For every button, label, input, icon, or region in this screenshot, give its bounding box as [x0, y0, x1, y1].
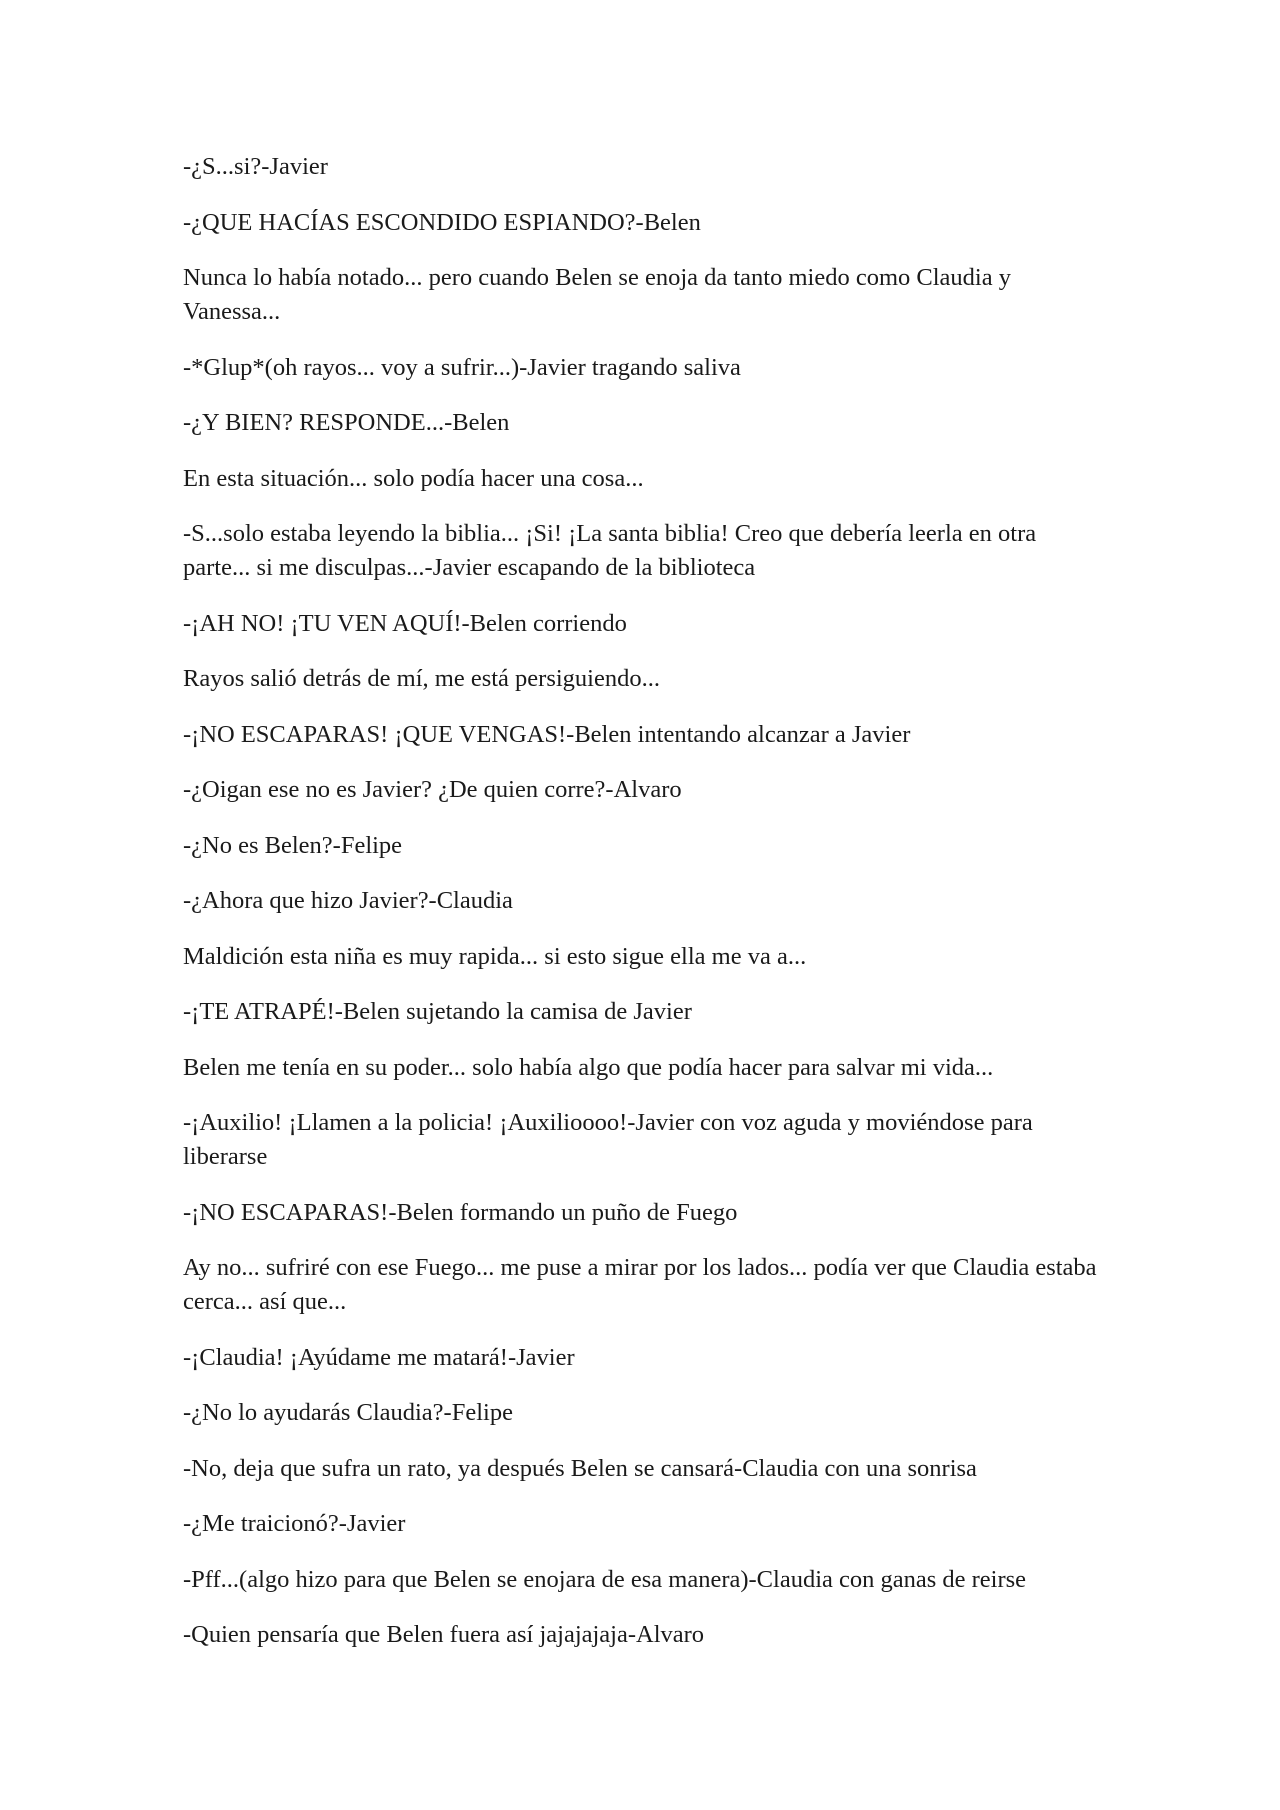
- paragraph: -¡NO ESCAPARAS!-Belen formando un puño de Fuego: [183, 1198, 738, 1226]
- paragraph: Belen me tenía en su poder... solo había algo que podía hacer para salvar mi vida...: [183, 1053, 994, 1081]
- paragraph: -Pff...(algo hizo para que Belen se enojara de esa manera)-Claudia con ganas de reirse: [183, 1565, 1027, 1593]
- paragraph: -¿No es Belen?-Felipe: [183, 831, 403, 859]
- paragraph: En esta situación... solo podía hacer una cosa...: [183, 464, 644, 492]
- paragraph: -¡TE ATRAPÉ!-Belen sujetando la camisa de Javier: [183, 998, 692, 1025]
- paragraph: -¡NO ESCAPARAS! ¡QUE VENGAS!-Belen intentando alcanzar a Javier: [183, 720, 911, 748]
- paragraph: -S...solo estaba leyendo la biblia... ¡Si! ¡La santa biblia! Creo que debería leerla en otra parte... si me disculpas...-Javier escapando de la biblioteca: [183, 520, 1037, 581]
- paragraph: -No, deja que sufra un rato, ya después Belen se cansará-Claudia con una sonrisa: [183, 1454, 977, 1482]
- paragraph: -¡Auxilio! ¡Llamen a la policia! ¡Auxilioooo!-Javier con voz aguda y moviéndose para liberarse: [183, 1109, 1033, 1170]
- paragraph: -¡AH NO! ¡TU VEN AQUÍ!-Belen corriendo: [183, 609, 627, 637]
- paragraph: -¿S...si?-Javier: [183, 153, 328, 180]
- paragraph: -¿Me traicionó?-Javier: [183, 1510, 406, 1537]
- paragraph: Maldición esta niña es muy rapida... si esto sigue ella me va a...: [183, 942, 807, 970]
- paragraph: -¿No lo ayudarás Claudia?-Felipe: [183, 1399, 513, 1426]
- paragraph: -¿Oigan ese no es Javier? ¿De quien corre?-Alvaro: [183, 776, 682, 803]
- paragraph: Ay no... sufriré con ese Fuego... me puse a mirar por los lados... podía ver que Claudia estaba cerca... así que...: [183, 1254, 1097, 1315]
- paragraph: -¿Y BIEN? RESPONDE...-Belen: [183, 409, 510, 436]
- paragraph: -*Glup*(oh rayos... voy a sufrir...)-Javier tragando saliva: [183, 353, 741, 381]
- paragraph: -¿QUE HACÍAS ESCONDIDO ESPIANDO?-Belen: [183, 208, 701, 236]
- paragraph: Rayos salió detrás de mí, me está persiguiendo...: [183, 665, 660, 692]
- document-body: [183, 150, 1103, 1674]
- paragraph: -¿Ahora que hizo Javier?-Claudia: [183, 887, 513, 914]
- paragraph: Nunca lo había notado... pero cuando Belen se enoja da tanto miedo como Claudia y Vanessa...: [183, 264, 1011, 325]
- paragraph: -Quien pensaría que Belen fuera así jajajajaja-Alvaro: [183, 1621, 705, 1648]
- paragraph: -¡Claudia! ¡Ayúdame me matará!-Javier: [183, 1343, 575, 1371]
